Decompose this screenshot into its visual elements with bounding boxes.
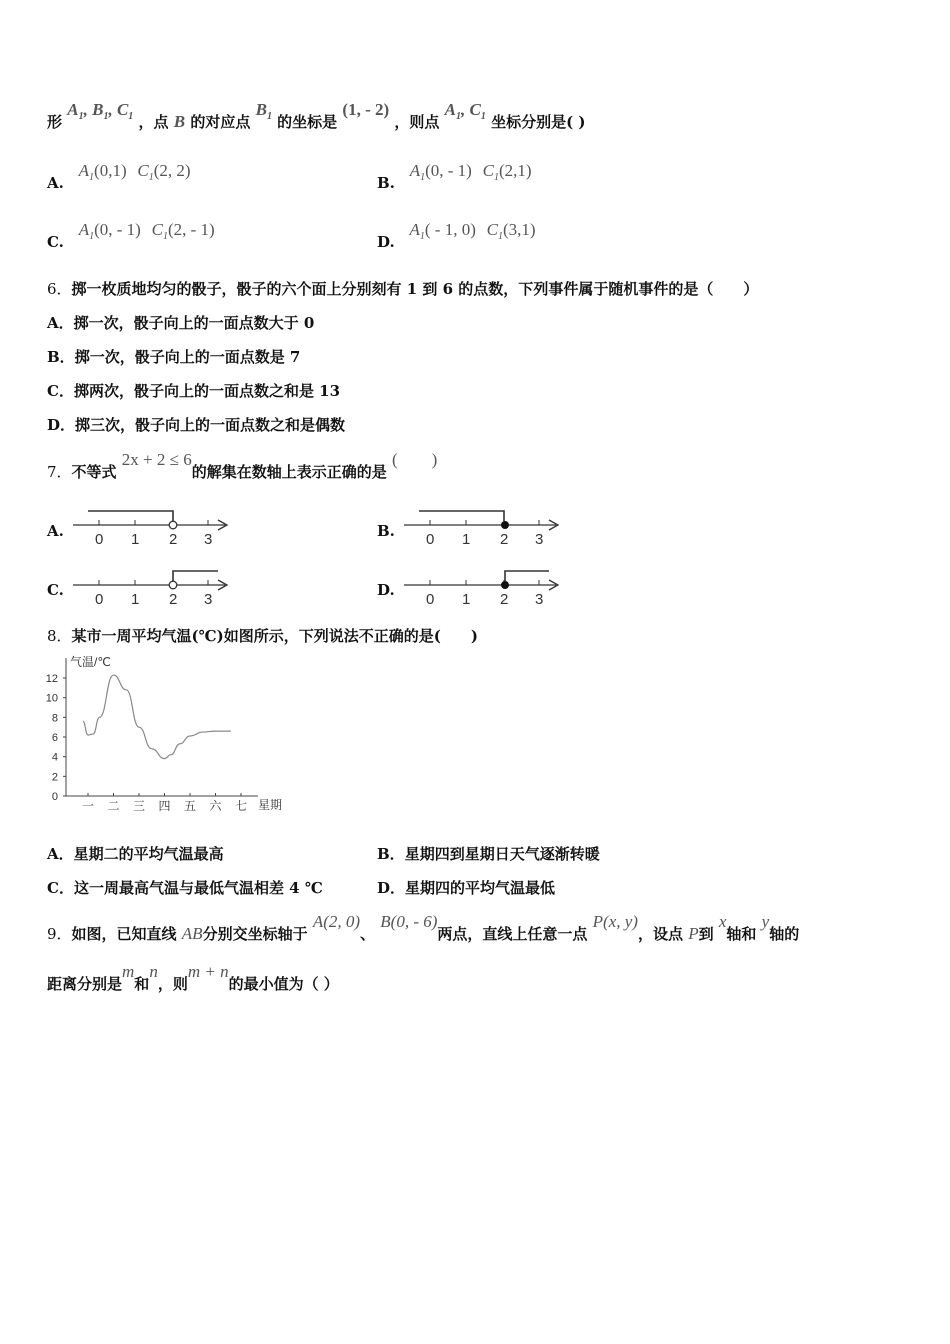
svg-text:1: 1 xyxy=(462,591,471,608)
y-tick-label: 4 xyxy=(51,751,58,764)
q8-option-b: B．星期四到星期日天气逐渐转暖 xyxy=(377,845,600,863)
q7-numberline-b xyxy=(401,505,566,550)
q7-inequality: 2x + 2 ≤ 6 xyxy=(121,450,192,469)
open-dot xyxy=(169,521,177,529)
q9-stem-line1: 9．如图，已知直线 AB分别交坐标轴于 A(2, 0)、 B(0, - 6)两点，直线上任意一点 P(x, y)，设点 P到 x轴和 y轴的 xyxy=(47,912,800,943)
x-tick-label: 四 xyxy=(158,799,171,813)
svg-text:1: 1 xyxy=(462,531,471,548)
svg-text:2: 2 xyxy=(500,531,509,548)
q5-coord: (1, - 2) xyxy=(342,100,390,119)
q7-option-b-label: B. xyxy=(377,522,395,540)
svg-text:1: 1 xyxy=(131,591,140,608)
x-tick-label: 一 xyxy=(81,799,95,813)
q5-option-b: B. $A_1(0$, - 1) $C_1(2,1)$ xyxy=(377,161,532,192)
q8-option-c: C．这一周最高气温与最低气温相差 4 ℃ xyxy=(47,879,323,897)
y-tick-label: 8 xyxy=(51,712,58,725)
q7-numberline-c xyxy=(70,565,235,610)
q5-option-a: A. $A_1(0,1)$ $C_1(2$, 2) xyxy=(47,161,191,192)
temperature-series-line xyxy=(83,675,231,759)
q7-option-a-label: A. xyxy=(47,522,64,540)
q8-option-d: D．星期四的平均气温最低 xyxy=(377,879,556,897)
x-tick-label: 三 xyxy=(132,799,146,813)
x-tick-label: 五 xyxy=(183,799,197,813)
q6-option-a: A．掷一次，骰子向上的一面点数大于 0 xyxy=(47,314,315,332)
svg-text:0: 0 xyxy=(95,591,104,608)
chart-xlabel: 星期 xyxy=(258,798,283,812)
svg-text:2: 2 xyxy=(169,591,178,608)
y-tick-label: 2 xyxy=(51,771,58,784)
svg-text:0: 0 xyxy=(426,591,435,608)
x-tick-label: 六 xyxy=(209,799,222,813)
q6-option-c: C．掷两次，骰子向上的一面点数之和是 13 xyxy=(47,382,341,400)
q7-option-d-label: D. xyxy=(377,581,395,599)
svg-text:0: 0 xyxy=(95,531,104,548)
q8-stem: 8．某市一周平均气温(℃)如图所示，下列说法不正确的是( ) xyxy=(47,627,478,645)
chart-ylabel: 气温/℃ xyxy=(70,655,111,669)
q6-option-b: B．掷一次，骰子向上的一面点数是 7 xyxy=(47,348,301,366)
filled-dot xyxy=(501,581,509,589)
svg-text:2: 2 xyxy=(500,591,509,608)
q7-stem: 7．不等式 2x + 2 ≤ 6的解集在数轴上表示正确的是 ( ) xyxy=(47,450,438,481)
y-tick-label: 12 xyxy=(45,673,58,685)
svg-text:3: 3 xyxy=(535,531,544,548)
q5-points: $A_1$, $B_1$, $C_1$ xyxy=(67,100,134,122)
svg-text:0: 0 xyxy=(426,531,435,548)
y-tick-label: 6 xyxy=(51,732,58,744)
q7-numberline-a xyxy=(70,505,235,550)
q5-option-d: D. $A_1( - 1$, 0) $C_1(3,1)$ xyxy=(377,220,536,251)
x-tick-label: 二 xyxy=(107,799,120,813)
q9-stem-line2: 距离分别是m和n，则m + n的最小值为（ ） xyxy=(47,962,339,993)
svg-text:3: 3 xyxy=(535,591,544,608)
q6-stem: 6．掷一枚质地均匀的骰子，骰子的六个面上分别刻有 1 到 6 的点数，下列事件属于随机事件的是（ ） xyxy=(47,280,759,298)
q5-option-c: C. $A_1(0$, - 1) $C_1(2$, - 1) xyxy=(47,220,215,251)
q5-prefix: 形 xyxy=(47,113,63,131)
svg-text:2: 2 xyxy=(169,531,178,548)
q7-numberline-d xyxy=(401,565,566,610)
q8-option-a: A．星期二的平均气温最高 xyxy=(47,845,224,863)
y-tick-label: 0 xyxy=(51,791,58,803)
svg-text:1: 1 xyxy=(131,531,140,548)
filled-dot xyxy=(501,521,509,529)
svg-text:3: 3 xyxy=(204,591,213,608)
x-tick-label: 七 xyxy=(234,799,248,813)
open-dot xyxy=(169,581,177,589)
y-tick-label: 10 xyxy=(45,692,58,705)
svg-text:3: 3 xyxy=(204,531,213,548)
q7-option-c-label: C. xyxy=(47,581,64,599)
q6-option-d: D．掷三次，骰子向上的一面点数之和是偶数 xyxy=(47,416,346,434)
q5-stem: 形 $A_1$, $B_1$, $C_1$ ，点 B 的对应点 $B_1$ 的坐标是 (1, - 2) ，则点 $A_1$, $C_1$ 坐标分别是( ) xyxy=(47,100,586,131)
q8-temperature-chart xyxy=(38,650,298,818)
